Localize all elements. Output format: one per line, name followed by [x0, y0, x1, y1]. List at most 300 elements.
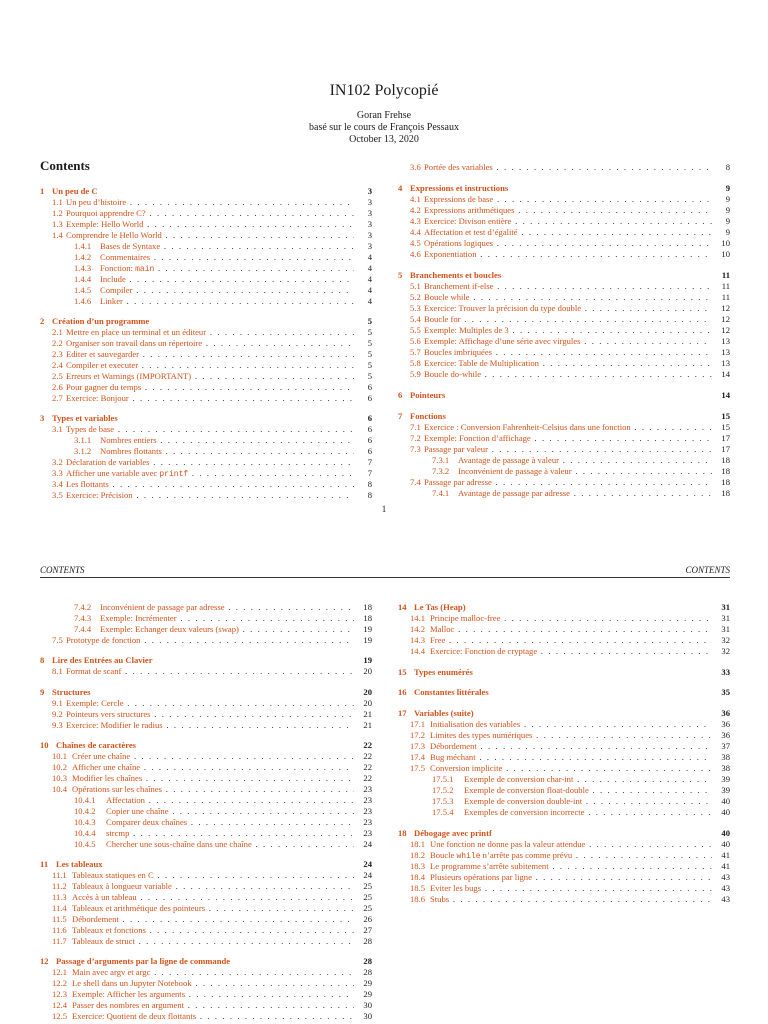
toc-entry-page: 27 [363, 925, 372, 935]
toc-entry-title [72, 936, 354, 947]
toc-entry-number: 9 [40, 687, 45, 697]
toc-entry-title-text: Exemple: Cercle [66, 698, 124, 708]
toc-entry-title [410, 183, 712, 194]
toc-entry-title [72, 784, 354, 795]
toc-entry-title-text: Afficher une chaîne [72, 762, 141, 772]
toc-chapter-entry[interactable] [398, 602, 730, 613]
toc-section-entry[interactable] [40, 635, 372, 646]
toc-entry-page: 43 [721, 872, 730, 882]
toc-section-entry[interactable] [398, 850, 730, 861]
toc-entry-number: 17 [398, 708, 407, 718]
toc-section-entry[interactable] [398, 488, 730, 499]
toc-chapter-entry[interactable] [40, 316, 372, 327]
toc-section-entry[interactable] [398, 227, 730, 238]
toc-chapter-entry[interactable] [40, 956, 372, 967]
toc-entry-page: 19 [363, 655, 372, 665]
toc-section-entry[interactable] [40, 1011, 372, 1022]
toc-entry-number: 3.1 [52, 424, 63, 434]
toc-entry-title [430, 763, 712, 774]
page-gap [0, 532, 768, 550]
toc-entry-page: 28 [363, 936, 372, 946]
toc-chapter-entry[interactable] [40, 859, 372, 870]
toc-entry-page: 10 [721, 249, 730, 259]
toc-entry-title [424, 433, 712, 444]
toc-chapter-entry[interactable] [398, 411, 730, 422]
toc-section-entry[interactable] [40, 881, 372, 892]
toc-entry-page: 18 [721, 488, 730, 498]
toc-entry-number: 1.4.1 [74, 241, 92, 251]
toc-entry-number: 11.2 [52, 881, 67, 891]
toc-section-entry[interactable] [398, 444, 730, 455]
toc-section-entry[interactable] [398, 455, 730, 466]
toc-section-entry[interactable] [40, 795, 372, 806]
toc-section-entry[interactable] [398, 763, 730, 774]
toc-chapter-entry[interactable] [398, 667, 730, 678]
toc-entry-page: 13 [721, 336, 730, 346]
toc-entry-number: 4.2 [410, 205, 421, 215]
toc-entry-page: 43 [721, 894, 730, 904]
toc-entry-title-text: Exemple: Incrémenter [100, 613, 177, 623]
toc-entry-page: 40 [721, 839, 730, 849]
toc-section-entry[interactable] [40, 762, 372, 773]
toc-entry-number: 15 [398, 667, 407, 677]
toc-section-entry[interactable] [40, 839, 372, 850]
toc-entry-page: 37 [721, 741, 730, 751]
toc-entry-page: 22 [363, 751, 372, 761]
toc-section-entry[interactable] [40, 468, 372, 479]
toc-entry-page: 15 [721, 411, 730, 421]
toc-section-entry[interactable] [398, 477, 730, 488]
toc-entry-page: 36 [721, 719, 730, 729]
toc-entry-title [424, 194, 712, 205]
toc-entry-number: 18 [398, 828, 407, 838]
toc-section-entry[interactable] [398, 646, 730, 657]
toc-entry-page: 14 [721, 390, 730, 400]
toc-entry-title [106, 806, 354, 817]
toc-chapter-entry[interactable] [40, 186, 372, 197]
toc-section-entry[interactable] [398, 314, 730, 325]
toc-section-entry[interactable] [40, 936, 372, 947]
toc-section-entry[interactable] [40, 870, 372, 881]
toc-entry-number: 5.7 [410, 347, 421, 357]
toc-section-entry[interactable] [40, 784, 372, 795]
toc-entry-title-text: Variables (suite) [414, 708, 474, 718]
toc-entry-title [100, 446, 354, 457]
toc-entry-number: 7.5 [52, 635, 63, 645]
toc-section-entry[interactable] [40, 1000, 372, 1011]
toc-entry-number: 4.3 [410, 216, 421, 226]
toc-entry-page: 24 [363, 870, 372, 880]
toc-entry-title [52, 186, 354, 197]
toc-entry-page: 13 [721, 358, 730, 368]
toc-entry-page: 14 [721, 369, 730, 379]
toc-section-entry[interactable] [40, 382, 372, 393]
toc-page-2 [0, 550, 768, 1024]
toc-entry-number: 3.1.2 [74, 446, 92, 456]
toc-entry-page: 31 [721, 613, 730, 623]
toc-entry-title-text: Types de base [66, 424, 115, 434]
toc-section-entry[interactable] [40, 285, 372, 296]
toc-section-entry[interactable] [398, 613, 730, 624]
toc-chapter-entry[interactable] [398, 708, 730, 719]
toc-entry-number: 3.1.1 [74, 435, 92, 445]
toc-entry-title-text: Exercice : Conversion Fahrenheit-Celsius dans une fonction [424, 422, 631, 432]
toc-section-entry[interactable] [40, 720, 372, 731]
toc-entry-number: 7.4.1 [432, 488, 450, 498]
toc-entry-code-text: printf [159, 470, 189, 479]
toc-section-entry[interactable] [40, 806, 372, 817]
toc-section-entry[interactable] [40, 914, 372, 925]
toc-section-entry[interactable] [40, 252, 372, 263]
toc-entry-title-text: Un peu de C [52, 186, 98, 196]
toc-entry-number: 18.2 [410, 850, 426, 860]
toc-entry-number: 18.1 [410, 839, 426, 849]
toc-entry-page: 13 [721, 347, 730, 357]
toc-section-entry[interactable] [40, 773, 372, 784]
toc-entry-title [424, 444, 712, 455]
toc-entry-page: 15 [721, 422, 730, 432]
toc-entry-title [430, 752, 712, 763]
toc-section-entry[interactable] [398, 774, 730, 785]
toc-entry-number: 5.6 [410, 336, 421, 346]
toc-entry-title-text: Pourquoi apprendre C? [66, 208, 146, 218]
toc-entry-title-text: Types et variables [52, 413, 118, 423]
toc-entry-page: 26 [363, 914, 372, 924]
toc-entry-title [414, 667, 712, 678]
toc-entry-page: 17 [721, 433, 730, 443]
toc-section-entry[interactable] [40, 602, 372, 613]
toc-entry-title-text: Pointeurs [410, 390, 446, 400]
toc-entry-number: 11.5 [52, 914, 67, 924]
toc-entry-title-text: Boucle for [424, 314, 461, 324]
running-header-left: CONTENTS [40, 565, 85, 575]
toc-entry-title [414, 828, 712, 839]
toc-section-entry[interactable] [398, 347, 730, 358]
toc-section-entry[interactable] [40, 263, 372, 274]
toc-entry-title [66, 490, 354, 501]
toc-section-entry[interactable] [398, 238, 730, 249]
toc-entry-page: 9 [725, 194, 730, 204]
toc-section-entry[interactable] [398, 325, 730, 336]
toc-section-entry[interactable] [40, 457, 372, 468]
toc-section-entry[interactable] [40, 296, 372, 307]
toc-section-entry[interactable] [40, 360, 372, 371]
toc-entry-title [424, 477, 712, 488]
toc-entry-title-text: Expressions de base [424, 194, 494, 204]
toc-section-entry[interactable] [40, 490, 372, 501]
toc-entry-title [72, 870, 354, 881]
toc-entry-number: 11.1 [52, 870, 67, 880]
toc-section-entry[interactable] [40, 666, 372, 677]
toc-section-entry[interactable] [398, 872, 730, 883]
toc-entry-page: 4 [367, 296, 372, 306]
toc-entry-title-text: Limites des types numériques [430, 730, 533, 740]
toc-section-entry[interactable] [40, 327, 372, 338]
toc-entry-page: 6 [367, 435, 372, 445]
toc-entry-page: 11 [721, 270, 730, 280]
toc-entry-page: 30 [363, 1000, 372, 1010]
toc-section-entry[interactable] [398, 162, 730, 173]
toc-entry-number: 12.1 [52, 967, 68, 977]
toc-entry-title [66, 197, 354, 208]
toc-chapter-entry[interactable] [398, 183, 730, 194]
toc-entry-number: 7.3.1 [432, 455, 450, 465]
toc-section-entry[interactable] [398, 194, 730, 205]
toc-entry-number: 2.2 [52, 338, 63, 348]
toc-section-entry[interactable] [398, 292, 730, 303]
document-title: IN102 Polycopié [329, 82, 439, 99]
toc-entry-number: 17.5.2 [432, 785, 454, 795]
toc-entry-number: 11 [40, 859, 49, 869]
toc-entry-number: 11.7 [52, 936, 67, 946]
toc-entry-title-text: Bases de Syntaxe [100, 241, 161, 251]
toc-section-entry[interactable] [398, 433, 730, 444]
toc-section-entry[interactable] [40, 967, 372, 978]
toc-section-entry[interactable] [398, 719, 730, 730]
toc-section-entry[interactable] [398, 807, 730, 818]
toc-section-entry[interactable] [40, 479, 372, 490]
toc-left-column [40, 550, 372, 1024]
toc-section-entry[interactable] [398, 752, 730, 763]
toc-section-entry[interactable] [40, 197, 372, 208]
toc-entry-number: 4.1 [410, 194, 421, 204]
toc-entry-title [66, 371, 354, 382]
toc-entry-number: 5.8 [410, 358, 421, 368]
toc-chapter-entry[interactable] [40, 413, 372, 424]
toc-section-entry[interactable] [398, 466, 730, 477]
toc-section-entry[interactable] [40, 435, 372, 446]
toc-section-entry[interactable] [398, 785, 730, 796]
toc-entry-page: 9 [725, 183, 730, 193]
toc-right-column [398, 550, 730, 1024]
toc-entry-page: 7 [367, 468, 372, 478]
toc-chapter-entry[interactable] [40, 687, 372, 698]
toc-entry-title [430, 635, 712, 646]
toc-section-entry[interactable] [398, 624, 730, 635]
toc-entry-number: 7.4.4 [74, 624, 92, 634]
toc-entry-title-text: Comparer deux chaînes [106, 817, 188, 827]
toc-section-entry[interactable] [40, 925, 372, 936]
toc-entry-number: 17.2 [410, 730, 426, 740]
toc-entry-title [72, 773, 354, 784]
toc-entry-title-text: Exercice: Fonction de cryptage [430, 646, 538, 656]
toc-section-entry[interactable] [398, 894, 730, 905]
toc-entry-page: 18 [363, 613, 372, 623]
toc-section-entry[interactable] [398, 216, 730, 227]
toc-chapter-entry[interactable] [40, 740, 372, 751]
toc-section-entry[interactable] [40, 241, 372, 252]
toc-section-entry[interactable] [398, 249, 730, 260]
toc-section-entry[interactable] [40, 230, 372, 241]
toc-entry-title-text: Afficher une variable avec [66, 468, 160, 478]
toc-entry-title-text: Opérations logiques [424, 238, 493, 248]
toc-section-entry[interactable] [398, 303, 730, 314]
toc-entry-page: 5 [367, 327, 372, 337]
toc-chapter-entry[interactable] [40, 655, 372, 666]
toc-entry-page: 43 [721, 883, 730, 893]
toc-entry-title-text: Modifier les chaînes [72, 773, 143, 783]
toc-entry-title [72, 1011, 354, 1022]
toc-section-entry[interactable] [40, 349, 372, 360]
toc-section-entry[interactable] [398, 358, 730, 369]
toc-entry-title [424, 292, 712, 303]
toc-entry-title [56, 740, 354, 751]
toc-section-entry[interactable] [40, 219, 372, 230]
toc-entry-number: 6 [398, 390, 403, 400]
toc-section-entry[interactable] [40, 978, 372, 989]
toc-entry-title-text: Exemples de conversion incorrecte [464, 807, 585, 817]
toc-entry-title-text: Prototype de fonction [66, 635, 141, 645]
toc-section-entry[interactable] [398, 730, 730, 741]
toc-entry-title-text: Exercice: Bonjour [66, 393, 129, 403]
toc-entry-title [464, 807, 712, 818]
toc-section-entry[interactable] [40, 393, 372, 404]
toc-entry-title [424, 281, 712, 292]
toc-entry-page: 10 [721, 238, 730, 248]
toc-entry-page: 23 [363, 795, 372, 805]
toc-chapter-entry[interactable] [398, 390, 730, 401]
toc-entry-title [100, 613, 354, 624]
toc-section-entry[interactable] [398, 281, 730, 292]
toc-section-entry[interactable] [40, 371, 372, 382]
toc-entry-title [72, 762, 354, 773]
toc-entry-page: 5 [367, 316, 372, 326]
toc-entry-title [66, 349, 354, 360]
toc-section-entry[interactable] [398, 796, 730, 807]
toc-entry-number: 18.3 [410, 861, 426, 871]
toc-entry-title [56, 956, 354, 967]
toc-section-entry[interactable] [398, 336, 730, 347]
toc-section-entry[interactable] [40, 624, 372, 635]
toc-entry-title [430, 861, 712, 872]
toc-section-entry[interactable] [40, 903, 372, 914]
toc-entry-number: 1.4.3 [74, 263, 92, 273]
toc-entry-title [430, 894, 712, 905]
toc-section-entry[interactable] [40, 989, 372, 1000]
toc-entry-title-text: Chercher une sous-chaîne dans une chaîne [106, 839, 252, 849]
toc-section-entry[interactable] [40, 446, 372, 457]
toc-entry-number: 17.3 [410, 741, 426, 751]
toc-section-entry[interactable] [40, 338, 372, 349]
toc-entry-title-text: Conversion implicite [430, 763, 503, 773]
toc-entry-number: 5.1 [410, 281, 421, 291]
toc-entry-number: 9.2 [52, 709, 63, 719]
toc-entry-title-text: Accès à un tableau [72, 892, 137, 902]
toc-entry-title-text: Passage d’arguments par la ligne de commande [56, 956, 231, 966]
toc-entry-title [464, 796, 712, 807]
toc-entry-title-text: Boucles imbriquées [424, 347, 493, 357]
toc-section-entry[interactable] [40, 424, 372, 435]
toc-section-entry[interactable] [40, 698, 372, 709]
toc-section-entry[interactable] [398, 883, 730, 894]
toc-entry-title [72, 914, 354, 925]
toc-entry-title [66, 698, 354, 709]
toc-entry-title [424, 314, 712, 325]
toc-entry-page: 8 [367, 490, 372, 500]
toc-entry-title [100, 624, 354, 635]
toc-entry-page: 9 [725, 227, 730, 237]
toc-section-entry[interactable] [40, 208, 372, 219]
toc-entry-title-text: Format de scanf [66, 666, 122, 676]
toc-entry-page: 23 [363, 784, 372, 794]
toc-entry-page: 25 [363, 892, 372, 902]
toc-entry-title-text: Linker [100, 296, 123, 306]
toc-entry-title [430, 730, 712, 741]
toc-entry-number: 5.3 [410, 303, 421, 313]
toc-section-entry[interactable] [40, 709, 372, 720]
toc-section-entry[interactable] [40, 613, 372, 624]
toc-section-entry[interactable] [398, 369, 730, 380]
toc-entry-title [430, 741, 712, 752]
toc-entry-page: 18 [721, 466, 730, 476]
toc-entry-title [66, 709, 354, 720]
toc-entry-page: 7 [367, 457, 372, 467]
toc-entry-title [72, 892, 354, 903]
toc-entry-number: 2.3 [52, 349, 63, 359]
toc-entry-page: 8 [367, 479, 372, 489]
toc-entry-title-text: Expressions arithmétiques [424, 205, 515, 215]
toc-entry-page: 11 [721, 281, 730, 291]
toc-entry-title-text: Main avec argv et argc [72, 967, 151, 977]
toc-section-entry[interactable] [398, 861, 730, 872]
toc-entry-number: 7.3.2 [432, 466, 450, 476]
toc-entry-title-text: Exponentiation [424, 249, 477, 259]
toc-entry-title [100, 241, 354, 252]
toc-entry-title-text: Boucle do-while [424, 369, 482, 379]
toc-entry-page: 41 [721, 861, 730, 871]
toc-entry-number: 9.3 [52, 720, 63, 730]
toc-section-entry[interactable] [40, 892, 372, 903]
toc-section-entry[interactable] [40, 828, 372, 839]
toc-entry-number: 2.5 [52, 371, 63, 381]
toc-section-entry[interactable] [398, 741, 730, 752]
toc-entry-title [424, 303, 712, 314]
toc-entry-title-text: Débordement [72, 914, 119, 924]
toc-entry-title-text: Inconvénient de passage à valeur [458, 466, 572, 476]
toc-entry-title-text: Constantes littérales [414, 687, 489, 697]
toc-entry-title [66, 666, 354, 677]
toc-entry-number: 1.3 [52, 219, 63, 229]
toc-entry-title [72, 925, 354, 936]
toc-entry-title [424, 205, 712, 216]
toc-entry-number: 8 [40, 655, 45, 665]
toc-entry-title-text: Pointeurs vers structures [66, 709, 151, 719]
toc-entry-title-text: Principe malloc-free [430, 613, 501, 623]
toc-entry-page: 3 [367, 230, 372, 240]
toc-entry-number: 10.4.3 [74, 817, 96, 827]
toc-entry-title [72, 751, 354, 762]
toc-entry-title-text: Initialisation des variables [430, 719, 521, 729]
toc-section-entry[interactable] [398, 205, 730, 216]
toc-chapter-entry[interactable] [398, 828, 730, 839]
toc-entry-title-text: Débordement [430, 741, 477, 751]
toc-chapter-entry[interactable] [398, 687, 730, 698]
toc-entry-title [430, 839, 712, 850]
toc-section-entry[interactable] [398, 635, 730, 646]
toc-entry-title-text: Exemple: Multiples de 3 [424, 325, 509, 335]
toc-section-entry[interactable] [398, 422, 730, 433]
toc-entry-page: 3 [367, 208, 372, 218]
toc-section-entry[interactable] [40, 751, 372, 762]
toc-section-entry[interactable] [398, 839, 730, 850]
toc-section-entry[interactable] [40, 274, 372, 285]
toc-entry-number: 4.4 [410, 227, 421, 237]
toc-entry-page: 23 [363, 828, 372, 838]
toc-chapter-entry[interactable] [398, 270, 730, 281]
toc-section-entry[interactable] [40, 817, 372, 828]
toc-entry-title [430, 624, 712, 635]
toc-entry-title-text: Le shell dans un Jupyter Notebook [72, 978, 192, 988]
